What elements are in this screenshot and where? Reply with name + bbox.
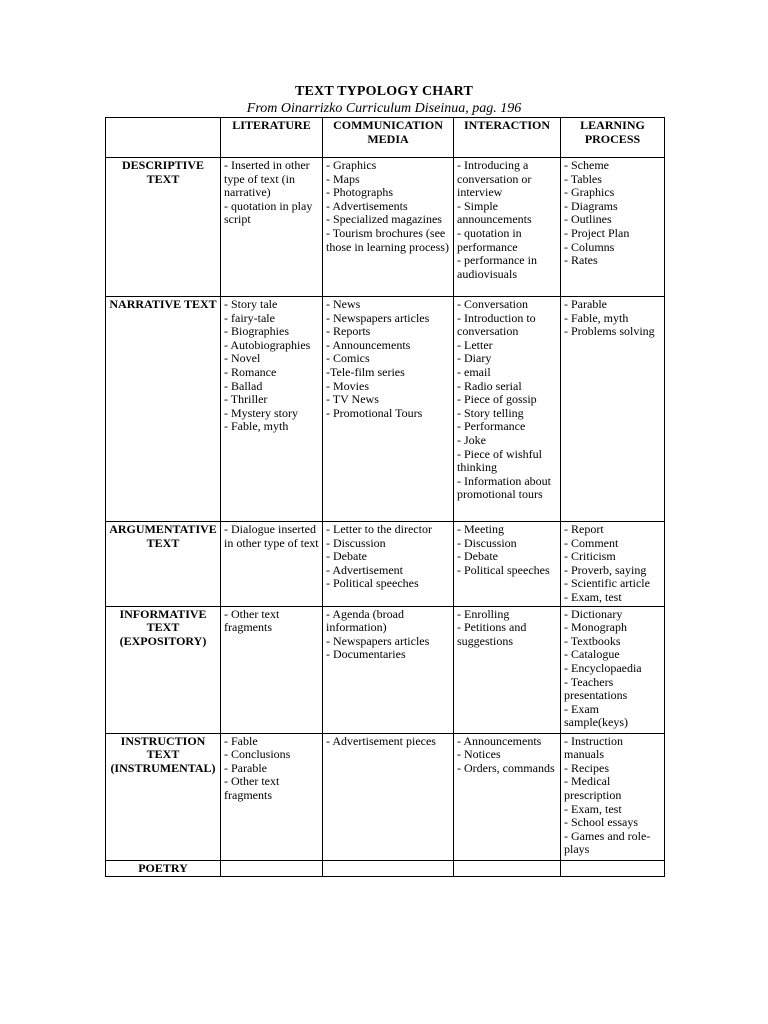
table-cell: - Inserted in other type of text (in narrative) - quotation in play script: [221, 158, 323, 297]
table-cell: - Scheme - Tables - Graphics - Diagrams - Outlines - Project Plan - Columns - Rates: [561, 158, 665, 297]
header-learning-process: LEARNING PROCESS: [561, 118, 665, 158]
chart-title: TEXT TYPOLOGY CHART: [294, 84, 474, 99]
table-row: [106, 733, 665, 860]
table-cell: - Instruction manuals - Recipes - Medical prescription - Exam, test - School essays - Games and role-plays: [561, 733, 665, 860]
table-cell: [454, 860, 561, 877]
table-cell: - Dictionary - Monograph - Textbooks - Catalogue - Encyclopaedia - Teachers presentations - Exam sample(keys): [561, 606, 665, 733]
table-cell: - Report - Comment - Criticism - Proverb, saying - Scientific article - Exam, test: [561, 522, 665, 607]
table-cell: - Announcements - Notices - Orders, commands: [454, 733, 561, 860]
table-cell: [221, 860, 323, 877]
row-label-argumentative: ARGUMENTATIVE TEXT: [106, 522, 221, 607]
table-cell: - Parable - Fable, myth - Problems solving: [561, 297, 665, 522]
table-row: [106, 860, 665, 877]
table-cell: - Conversation - Introduction to conversation - Letter - Diary - email - Radio serial - Piece of gossip - Story telling - Performance - Joke - Piece of wishful thinking - Information about promotional tours: [454, 297, 561, 522]
text-typology-table: [105, 117, 665, 877]
row-label-narrative: NARRATIVE TEXT: [106, 297, 221, 522]
row-label-poetry: POETRY: [106, 860, 221, 877]
table-cell: - Introducing a conversation or interview - Simple announcements - quotation in performance - performance in audiovisuals: [454, 158, 561, 297]
table-cell: - Agenda (broad information) - Newspapers articles - Documentaries: [323, 606, 454, 733]
table-cell: [561, 860, 665, 877]
row-label-instruction: INSTRUCTION TEXT (INSTRUMENTAL): [106, 733, 221, 860]
table-cell: [323, 860, 454, 877]
table-header-row: [106, 118, 665, 158]
table-cell: - Fable - Conclusions - Parable - Other text fragments: [221, 733, 323, 860]
row-label-informative: INFORMATIVE TEXT (EXPOSITORY): [106, 606, 221, 733]
table-cell: - Dialogue inserted in other type of text: [221, 522, 323, 607]
header-communication-media: COMMUNICATION MEDIA: [323, 118, 454, 158]
table-cell: - Other text fragments: [221, 606, 323, 733]
table-cell: - Meeting - Discussion - Debate - Political speeches: [454, 522, 561, 607]
table-cell: - Story tale - fairy-tale - Biographies - Autobiographies - Novel - Romance - Ballad - Thriller - Mystery story - Fable, myth: [221, 297, 323, 522]
table-cell: - Letter to the director - Discussion - Debate - Advertisement - Political speeches: [323, 522, 454, 607]
table-row: [106, 158, 665, 297]
header-literature: LITERATURE: [221, 118, 323, 158]
table-cell: - News - Newspapers articles - Reports - Announcements - Comics -Tele-film series - Movies - TV News - Promotional Tours: [323, 297, 454, 522]
chart-source-citation: From Oinarrizko Curriculum Diseinua, pag. 196: [246, 101, 522, 116]
table-row: [106, 606, 665, 733]
table-cell: - Advertisement pieces: [323, 733, 454, 860]
table-cell: - Graphics - Maps - Photographs - Advertisements - Specialized magazines - Tourism brochures (see those in learning process): [323, 158, 454, 297]
table-row: [106, 297, 665, 522]
header-interaction: INTERACTION: [454, 118, 561, 158]
table-cell: - Enrolling - Petitions and suggestions: [454, 606, 561, 733]
header-corner-cell: [106, 118, 221, 158]
table-row: [106, 522, 665, 607]
row-label-descriptive: DESCRIPTIVE TEXT: [106, 158, 221, 297]
